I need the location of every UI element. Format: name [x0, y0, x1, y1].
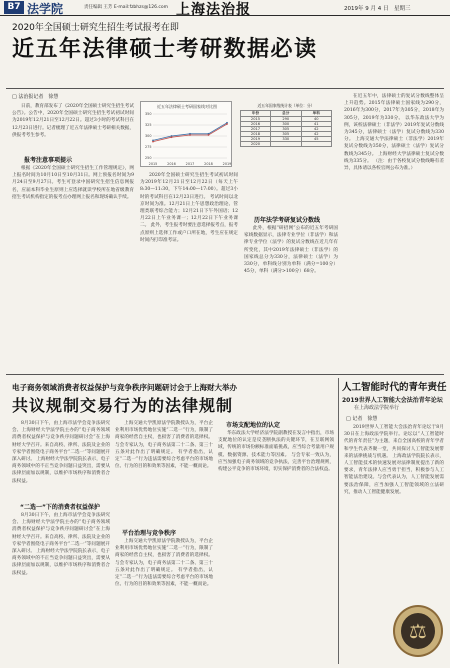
y-tick-label: 300 — [145, 134, 152, 139]
table-row — [241, 142, 332, 147]
article2-section-heading-1: “二选一”下的消费者权益保护 — [20, 504, 100, 511]
data-point — [226, 123, 228, 125]
score-table-grid — [240, 110, 332, 147]
article2-section-heading-3: 平台治理与竞争秩序 — [122, 530, 177, 537]
article1-col4: 在近五年中，法律硕士的复试分数线整体呈上升趋势。2015年法律硕士国家线为290分，2016年为300分，2017年为305分，2018年为305分，2019年为330分。 以华东政法大学为例，该校法律硕士（非法学）2019年复试分数线为345分，法律硕士（法学）复试分数线为330分。 上海交通大学法律硕士（非法学）2019年复试分数线为350分，法律硕士（法学）复试分数线为345分。 上海财经大学法律硕士复试分数线为335分。 （注：由于各校复试分数线略有差异，具体请以各校官网公布为准。） — [344, 94, 444, 172]
table-cell: 2015 — [241, 117, 271, 122]
x-tick-label: 2019 — [222, 162, 232, 166]
article2-col2b: 上海交通大学凯原法学院教授认为，平台企业利用市场优势地位实施“二选一”行为，限制了商家的经营自主权，也损害了消费者的选择权。与会专家认为，电子商务法第二十二条、第三十五条对此作出了明确规定。 有学者指出，认定“二选一”行为违法需要综合考虑平台的市场地位、行为的目的和效果等因素，不能一概而论。 — [115, 539, 213, 588]
article3-subhead: 2019世界人工智能大会法治青年论坛 — [342, 397, 443, 404]
article1-headline: 近五年法律硕士考研数据必读 — [12, 37, 318, 62]
table-cell: 总分 — [271, 111, 302, 117]
section-name: 法学院 — [27, 2, 64, 16]
table-row — [241, 127, 332, 132]
divider — [6, 374, 444, 375]
article1-col1: 日前，教育部发布了《2020年全国硕士研究生招生考试公告》。公告中，2020年全国硕士研究生招生考试初试时间为2019年12月21日至12月22日。超过3小时的考试科目在12月23日进行。记者梳理了近五年法律硕士考研相关数据，供报考考生参考。 — [12, 104, 134, 138]
article2-section-heading-2: 市场支配地位的认定 — [226, 422, 281, 429]
table-row — [241, 122, 332, 127]
divider — [6, 88, 444, 89]
article2-subhead: 电子商务领域消费者权益保护与竞争秩序问题研讨会于上海财大举办 — [12, 383, 237, 392]
series-line — [153, 123, 227, 141]
article3-subhead-2: 在上海政法学院举行 — [354, 405, 400, 411]
article1-col2: 2020年全国硕士研究生招生考试初试时间为2019年12月21日至12月22日（每天上午8:30—11:30，下午14:00—17:00）。超过3小时的考试科目在12月23日进行。 考试时间以北京时间为准。12月21日上午思想政治理论、管理类联考综合能力；12月21日下午外国语；12月22日上午业务课一；12月22日下午业务课二。 此外，考生报考时要注意选择报考点，报考点原则上选择工作或户口所在地，考生应在规定时间内打印准考证。 — [140, 173, 238, 243]
table-cell: 330 — [271, 137, 302, 142]
scales-icon: ⚖ — [401, 613, 435, 649]
article1-byline: □ 法治报记者 徐慧 — [12, 94, 59, 100]
table-cell: 290 — [271, 117, 302, 122]
table-row — [241, 117, 332, 122]
table-cell: 305 — [271, 127, 302, 132]
series-line — [153, 124, 227, 142]
score-line-chart — [140, 101, 232, 167]
article2-col1b: 8月30日下午，由上海市法学会竞争法研究会、上海财经大学法学院主办的“电子商务领域消费者权益保护与竞争秩序问题研讨会”在上海财经大学召开。来自高校、律所、法院及企业的专家学者围绕电子商务平台“二选一”等问题展开深入研讨。 上海财经大学法学院院长表示，电子商务领域中的不正当竞争问题日益突出，需要从法律层面加以规制，以维护市场秩序和消费者合法权益。 — [12, 513, 110, 576]
x-tick-label: 2017 — [185, 162, 195, 166]
table-cell: 42 — [301, 127, 332, 132]
table-cell: 2018 — [241, 132, 271, 137]
table-cell — [301, 142, 332, 147]
article2-col1: 8月30日下午，由上海市法学会竞争法研究会、上海财经大学法学院主办的“电子商务领域消费者权益保护与竞争秩序问题研讨会”在上海财经大学召开。来自高校、律所、法院及企业的专家学者围绕电子商务平台“二选一”等问题展开深入研讨。 上海财经大学法学院院长表示，电子商务领域中的不正当竞争问题日益突出，需要从法律层面加以规制，以维护市场秩序和消费者合法权益。 — [12, 421, 110, 484]
table-row — [241, 137, 332, 142]
article2-col3: 华东政法大学经济法学院副教授在发言中指出，市场支配地位的认定是反垄断执法的关键环节，在互联网领域，传统的市场份额标准面临挑战，应当综合考量用户规模、数据资源、技术能力等因素。 与会专家一致认为，应当加强电子商务领域的竞争执法，完善平台治理规则，构建公平竞争的市场环境，切实保护消费者的合法权益。 — [218, 431, 334, 473]
issue-date: 2019年 9 月 4 日 星期三 — [344, 6, 411, 12]
article3-body: 2019世界人工智能大会法治青年论坛于8月30日在上海政法学院举行。论坛以“人工智能时代的青年责任”为主题，来自全国高校的青年学者和学生代表齐聚一堂，共同探讨人工智能发展带来的法律挑战与机遇。 上海政法学院院长表示，人工智能技术的快速发展对法律制度提出了新的要求，青年法律人应当勇于担当，积极参与人工智能法治建设。与会代表认为，人工智能发展需要法治保障，应当加强人工智能领域的立法研究，推动人工智能健康发展。 — [344, 425, 444, 495]
table-cell: 42 — [301, 132, 332, 137]
article1-col3: 此外，根据“研招网”公布的近五年考研国家线数据显示，法律专业学位（非法学）和法律专业学位（法学）的复试分数线在近几年有所变化，其中2019年法律硕士（非法学）的国家线总分为330分，法律硕士（法学）为330分，单科线分别为单科（满分=100分）45分，单科（满分>100分）68分。 — [244, 226, 338, 275]
masthead — [0, 0, 450, 16]
data-point — [208, 134, 210, 136]
line-chart-svg — [141, 110, 233, 168]
score-table — [240, 103, 332, 165]
y-tick-label: 325 — [145, 123, 152, 128]
editor-info: 责任编辑 王芳 E-mail:fzbhzs@126.com — [84, 5, 168, 10]
table-cell: 2020 — [241, 142, 271, 147]
newspaper-name: 上海法治报 — [176, 2, 251, 18]
table-header-row — [241, 111, 332, 117]
table-cell: 305 — [271, 132, 302, 137]
data-point — [189, 134, 191, 136]
article3-headline: 人工智能时代的青年责任 — [342, 382, 447, 393]
table-cell: 300 — [271, 122, 302, 127]
x-tick-label: 2018 — [204, 162, 213, 166]
article2-col2: 上海交通大学凯原法学院教授认为，平台企业利用市场优势地位实施“二选一”行为，限制了商家的经营自主权，也损害了消费者的选择权。与会专家认为，电子商务法第二十二条、第三十五条对此作出了明确规定。 有学者指出，认定“二选一”行为违法需要综合考虑平台的市场地位、行为的目的和效果等因素，不能一概而论。 — [115, 421, 213, 470]
table-cell: 41 — [301, 122, 332, 127]
table-cell: 2016 — [241, 122, 271, 127]
article3-byline: □ 记者 徐慧 — [346, 416, 378, 422]
x-tick-label: 2016 — [167, 162, 176, 166]
page-number: B7 — [4, 1, 24, 14]
table-cell: 单科 — [301, 111, 332, 117]
court-emblem — [393, 605, 443, 657]
table-cell: 2017 — [241, 127, 271, 132]
y-tick-label: 250 — [145, 156, 152, 161]
table-cell — [271, 142, 302, 147]
table-cell: 2019 — [241, 137, 271, 142]
article1-col1b: 根据《2020年全国硕士研究生招生工作管理规定》，网上报名时间为10月10日至10月31日。网上预报名时间为9月24日至9月27日。考生可登录中国研究生招生信息网报名，应届本科毕业生原则上应选择就读学校所在地省级教育招生考试机构指定的报考点办理网上报名和现场确认手续。 — [12, 166, 134, 200]
x-tick-label: 2015 — [148, 162, 158, 166]
y-tick-label: 350 — [145, 112, 152, 117]
data-point — [152, 141, 154, 143]
table-row — [241, 132, 332, 137]
table-cell: 45 — [301, 137, 332, 142]
chart-title: 近五年法律硕士考研国家线对比图 — [157, 104, 217, 109]
article1-section-heading-2: 历年法学考研复试分数线 — [254, 217, 321, 224]
article2-headline: 共议规制交易行为的法律规制 — [12, 396, 234, 415]
table-cell: 年份 — [241, 111, 271, 117]
table-cell: 40 — [301, 117, 332, 122]
article1-subhead: 2020年全国硕士研究生招生考试报考在即 — [12, 23, 179, 33]
column-divider — [338, 378, 339, 664]
y-tick-label: 275 — [145, 145, 152, 150]
data-point — [171, 136, 173, 138]
table-caption: 近五年国家线统计表（单位：分） — [257, 103, 315, 108]
article1-section-heading-1: 报考注意事项提示 — [24, 157, 73, 164]
